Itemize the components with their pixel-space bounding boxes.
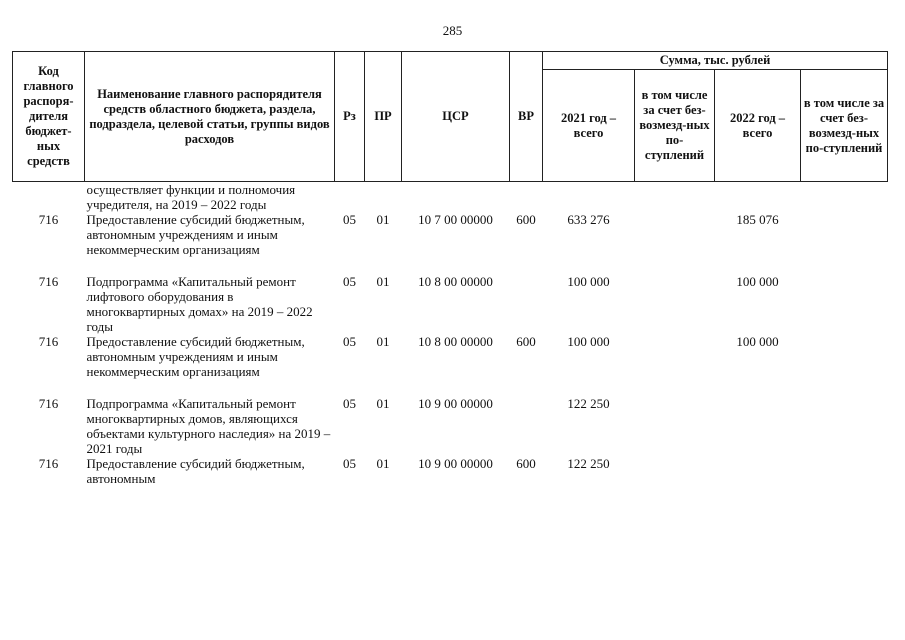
header-2021-free: в том числе за счет без-возмезд-ных по-ступлений (635, 70, 715, 182)
cell-2021-total: 633 276 (567, 212, 610, 227)
cell-rz: 05 (343, 456, 356, 471)
cell-pr: 01 (376, 456, 390, 471)
cell-pr: 01 (376, 396, 390, 411)
cell-2021-free (635, 212, 715, 274)
cell-2022-total: 185 076 (736, 212, 779, 227)
cell-csr: 10 9 00 00000 (418, 456, 493, 471)
header-pr: ПР (365, 52, 402, 182)
cell-2022-free (801, 274, 888, 334)
cell-vr: 600 (516, 334, 536, 349)
cell-rz: 05 (343, 334, 356, 349)
cell-name: Предоставление субсидий бюджетным, автономным (86, 456, 305, 486)
header-2022-total: 2022 год – всего (715, 70, 801, 182)
cell-2022-total (715, 456, 801, 486)
cell-2021-total: 100 000 (567, 274, 610, 289)
cell-2021-total: 122 250 (567, 396, 610, 411)
cell-name: Подпрограмма «Капитальный ремонт лифтового оборудования в многоквартирных домах» на 2019 – 2022 годы (86, 274, 313, 334)
cell-pr: 01 (376, 212, 390, 227)
cell-vr: 600 (516, 212, 536, 227)
cell-rz: 05 (343, 396, 356, 411)
cell-2022-total: 100 000 (736, 334, 779, 349)
cell-vr: 600 (516, 456, 536, 471)
cell-2021-free (635, 182, 715, 213)
header-kod: Код главного распоря-дителя бюджет-ных средств (13, 52, 85, 182)
table-row (13, 334, 888, 396)
cell-2021-total (543, 182, 635, 213)
page-number: 285 (442, 23, 463, 38)
header-summa: Сумма, тыс. рублей (543, 52, 888, 70)
header-csr: ЦСР (402, 52, 510, 182)
cell-pr (365, 182, 402, 213)
cell-name: Предоставление субсидий бюджетным, автономным учреждениям и иным некоммерческим организациям (86, 334, 305, 379)
cell-csr: 10 8 00 00000 (418, 274, 493, 289)
cell-csr: 10 7 00 00000 (418, 212, 493, 227)
cell-pr: 01 (376, 274, 390, 289)
cell-2022-free (801, 212, 888, 274)
cell-kod: 716 (38, 456, 59, 471)
cell-csr (402, 182, 510, 213)
cell-vr (510, 396, 543, 456)
cell-kod: 716 (38, 212, 59, 227)
header-vr: ВР (510, 52, 543, 182)
cell-rz: 05 (343, 212, 356, 227)
header-2021-total: 2021 год – всего (543, 70, 635, 182)
cell-name: Подпрограмма «Капитальный ремонт многоквартирных домов, являющихся объектами культурного наследия» на 2019 – 2021 годы (86, 396, 331, 456)
cell-kod: 716 (38, 396, 59, 411)
table-row (13, 274, 888, 334)
table-row (13, 396, 888, 456)
cell-2022-total (715, 396, 801, 456)
cell-csr: 10 9 00 00000 (418, 396, 493, 411)
cell-csr: 10 8 00 00000 (418, 334, 493, 349)
cell-2021-free (635, 274, 715, 334)
header-name: Наименование главного распорядителя средств областного бюджета, раздела, подраздела, целевой статьи, группы видов расходов (85, 52, 335, 182)
cell-2022-free (801, 182, 888, 213)
cell-rz (335, 182, 365, 213)
cell-2022-free (801, 456, 888, 486)
table-header (13, 52, 888, 182)
cell-name: Предоставление субсидий бюджетным, автономным учреждениям и иным некоммерческим организациям (86, 212, 305, 257)
cell-2022-free (801, 334, 888, 396)
cell-2021-total: 100 000 (567, 334, 610, 349)
cell-vr (510, 274, 543, 334)
cell-vr (510, 182, 543, 213)
cell-2021-free (635, 334, 715, 396)
budget-table (12, 51, 888, 486)
cell-2022-total (715, 182, 801, 213)
cell-kod: 716 (38, 334, 59, 349)
cell-name: осуществляет функции и полномочия учредителя, на 2019 – 2022 годы (86, 182, 296, 212)
cell-2021-free (635, 456, 715, 486)
table-row (13, 212, 888, 274)
cell-2022-free (801, 396, 888, 456)
header-rz: Рз (335, 52, 365, 182)
table-row (13, 456, 888, 486)
cell-2022-total: 100 000 (736, 274, 779, 289)
cell-rz: 05 (343, 274, 356, 289)
table-row (13, 182, 888, 213)
header-2022-free: в том числе за счет без-возмезд-ных по-ступлений (801, 70, 888, 182)
cell-kod (13, 182, 85, 213)
table-body (13, 182, 888, 487)
cell-kod: 716 (38, 274, 59, 289)
cell-2021-free (635, 396, 715, 456)
cell-2021-total: 122 250 (567, 456, 610, 471)
cell-pr: 01 (376, 334, 390, 349)
